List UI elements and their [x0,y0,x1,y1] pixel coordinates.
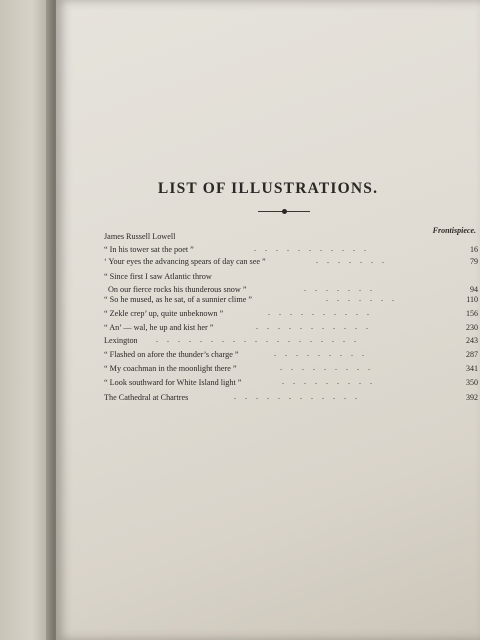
entry-title: “ My coachman in the moonlight there ” [104,364,237,373]
entry-page: 230 [466,323,478,332]
entry-page: 243 [466,336,478,345]
entry-title: The Cathedral at Chartres [104,393,189,402]
leader-dots: ................... [156,335,365,344]
entry-page: 156 [466,309,478,318]
entry-page: 79 [470,257,478,266]
entry-page: Frontispiece. [432,226,476,235]
leader-dots: ............ [234,392,366,401]
entry-title: ‘ Your eyes the advancing spears of day can see ” [104,257,266,266]
page-title: LIST OF ILLUSTRATIONS. [157,180,379,197]
leader-dots: ........... [256,322,377,331]
list-item [104,364,480,378]
list-item [104,378,480,392]
leader-dots: ......... [274,349,373,358]
entry-title: “ In his tower sat the poet ” [104,245,194,254]
entry-page: 110 [466,295,478,304]
entry-title: “ So he mused, as he sat, of a sunnier clime ” [104,295,253,304]
leader-dots: ....... [326,294,403,303]
entry-title: “ Zekle crep’ up, quite unbeknown ” [104,309,224,318]
entry-page: 341 [466,364,478,373]
entry-title: Lexington [104,336,138,345]
entry-title: “ An’ — wal, he up and kist her ” [104,323,214,332]
list-item [104,309,480,323]
leader-dots: ......... [280,363,379,372]
entry-page: 16 [470,245,478,254]
entry-title: “ Flashed on afore the thunder’s charge ” [104,350,239,359]
list-item [104,295,480,309]
entry-title: On our fierce rocks his thunderous snow ” [108,285,247,294]
entry-page: 287 [466,350,478,359]
leader-dots: .......... [268,308,378,317]
leader-dots: ........... [254,244,375,253]
entry-title: James Russell Lowell [104,232,176,241]
entry-title: “ Look southward for White Island light ” [104,378,242,387]
list-item [104,257,480,271]
entry-page: 350 [466,378,478,387]
list-item [104,350,480,364]
leader-dots: ....... [316,256,393,265]
leader-dots: ......... [282,377,381,386]
entry-page: 94 [470,285,478,294]
leader-dots: ....... [304,284,381,293]
list-item [104,272,480,286]
list-item [104,393,480,407]
entry-title: “ Since first I saw Atlantic throw [104,272,212,281]
list-item [104,336,480,350]
entry-page: 392 [466,393,478,402]
book-page [56,0,480,640]
title-rule-ornament [282,209,287,214]
